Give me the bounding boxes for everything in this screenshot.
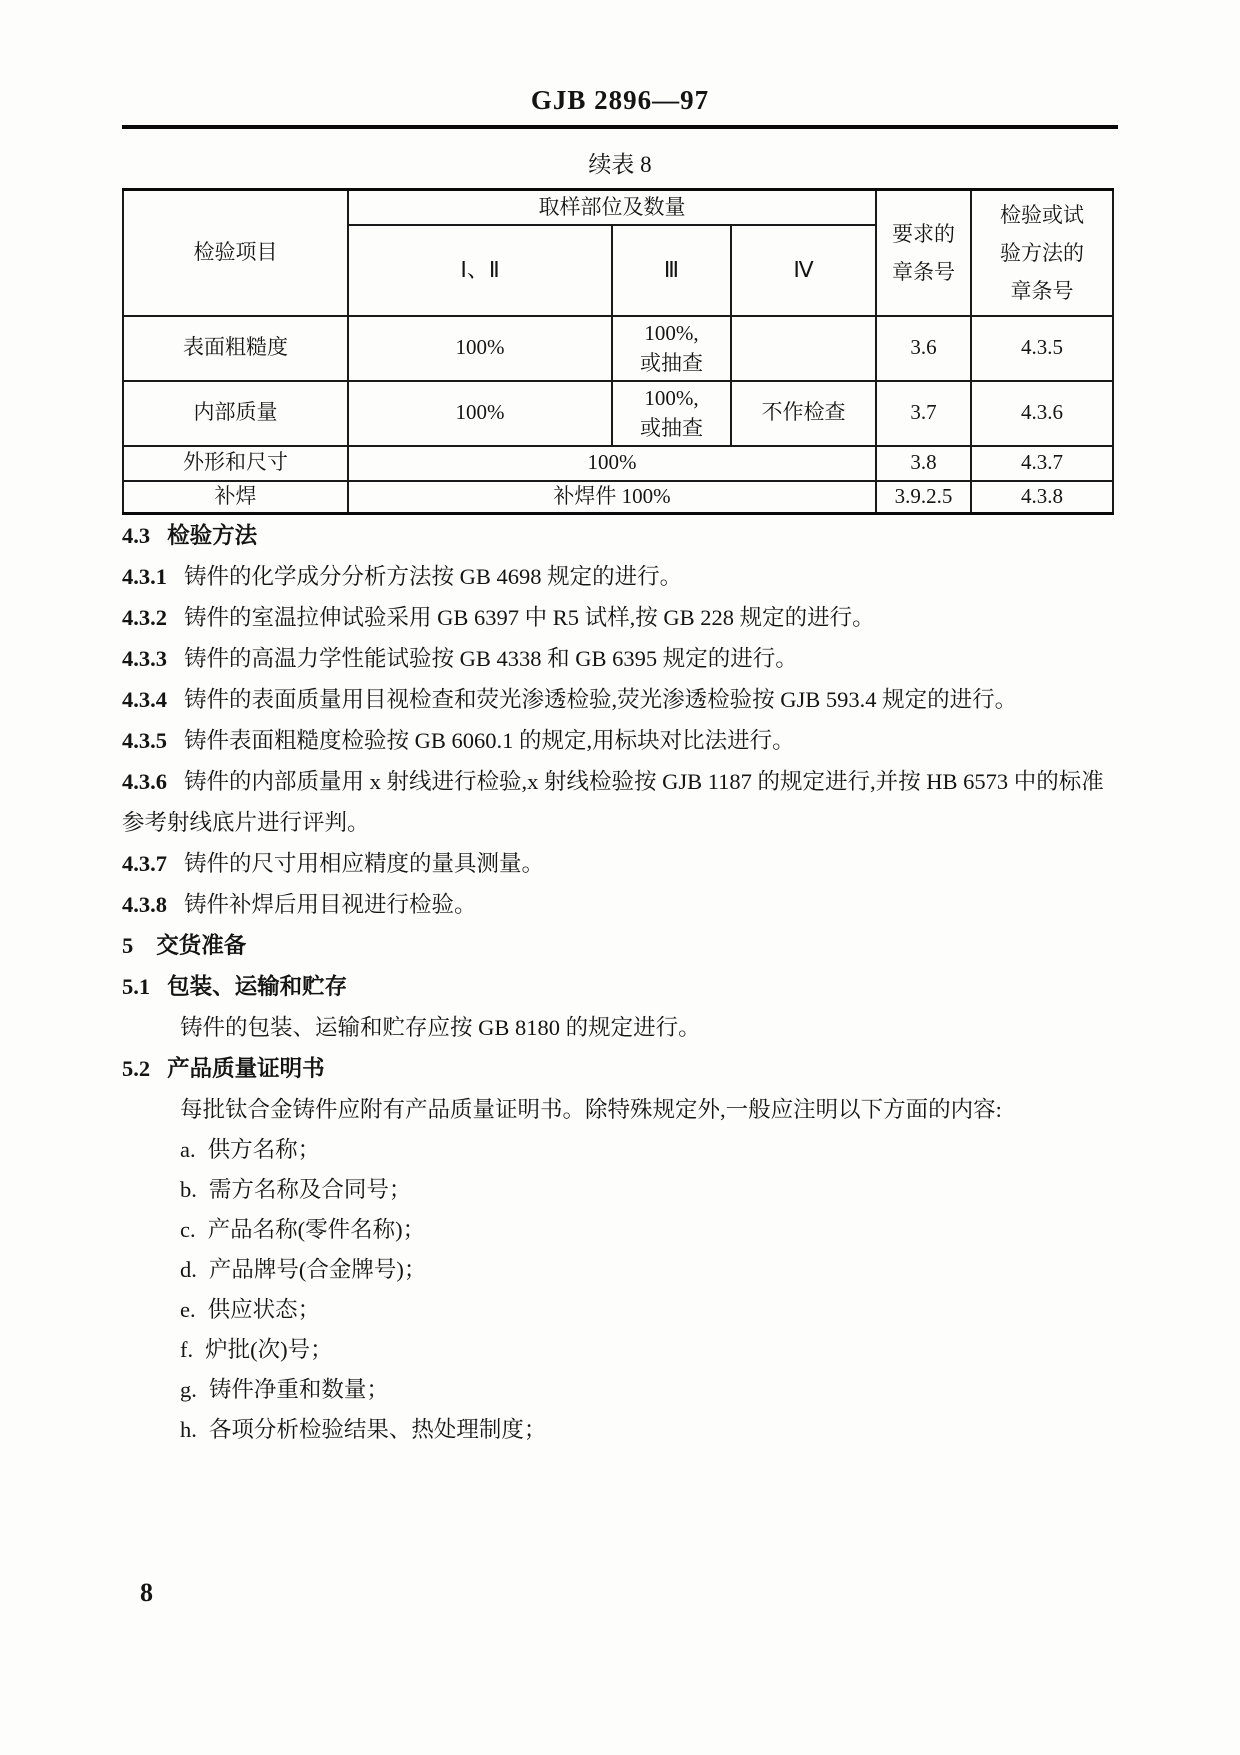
clause-number: 4.3.4 xyxy=(122,687,167,712)
cell-class-3-line2: 或抽查 xyxy=(640,416,703,440)
cell-class-3-line1: 100%, xyxy=(644,321,699,345)
section-heading-5-2 xyxy=(122,1048,1118,1089)
cell-method-clause: 4.3.7 xyxy=(971,446,1113,481)
clause-number: 4.3.6 xyxy=(122,769,167,794)
cell-required-clause: 3.7 xyxy=(876,381,971,446)
clause-number: 4.3.2 xyxy=(122,605,167,630)
list-item xyxy=(122,1130,1118,1170)
clause-text: 铸件的室温拉伸试验采用 GB 6397 中 R5 试样,按 GB 228 规定的进行。 xyxy=(184,605,875,630)
list-item xyxy=(122,1170,1118,1210)
table-row xyxy=(123,446,1113,481)
th-class-1-2: Ⅰ、Ⅱ xyxy=(348,225,612,316)
chapter-title: 交货准备 xyxy=(156,933,247,958)
cell-item: 补焊 xyxy=(123,481,348,514)
certificate-item-list xyxy=(122,1130,1118,1450)
clause-number: 4.3.8 xyxy=(122,892,167,917)
cell-class-4 xyxy=(731,316,876,381)
cell-required-clause: 3.9.2.5 xyxy=(876,481,971,514)
cell-item: 内部质量 xyxy=(123,381,348,446)
clause-4-3-4 xyxy=(122,679,1118,720)
list-text: 炉批(次)号； xyxy=(205,1337,333,1362)
section-title: 检验方法 xyxy=(167,523,258,548)
section-title: 包装、运输和贮存 xyxy=(167,974,348,999)
cell-class-1-2: 100% xyxy=(348,316,612,381)
cell-class-3-line1: 100%, xyxy=(644,386,699,410)
cell-item: 外形和尺寸 xyxy=(123,446,348,481)
cell-class-3 xyxy=(612,381,731,446)
list-text: 各项分析检验结果、热处理制度； xyxy=(208,1417,547,1442)
list-item xyxy=(122,1290,1118,1330)
cell-class-4: 不作检查 xyxy=(731,381,876,446)
clause-text: 铸件的尺寸用相应精度的量具测量。 xyxy=(184,851,545,876)
clause-text: 铸件表面粗糙度检验按 GB 6060.1 的规定,用标块对比法进行。 xyxy=(184,728,795,753)
list-text: 供应状态； xyxy=(207,1297,321,1322)
list-marker: g. xyxy=(180,1377,197,1402)
clause-number: 4.3.3 xyxy=(122,646,167,671)
clause-text: 铸件的表面质量用目视检查和荧光渗透检验,荧光渗透检验按 GJB 593.4 规定的进行。 xyxy=(184,687,1018,712)
list-item xyxy=(122,1410,1118,1450)
cell-sampling-merged: 补焊件 100% xyxy=(348,481,876,514)
list-text: 产品名称(零件名称)； xyxy=(207,1217,426,1242)
section-heading-4-3 xyxy=(122,515,1118,556)
clause-number: 4.3.5 xyxy=(122,728,167,753)
clause-4-3-5 xyxy=(122,720,1118,761)
th-required-clause-text: 要求的章条号 xyxy=(892,221,956,284)
list-marker: a. xyxy=(180,1137,196,1162)
table-row xyxy=(123,316,1113,381)
clause-4-3-6 xyxy=(122,761,1118,843)
table-header-row-1 xyxy=(123,190,1113,225)
page-number: 8 xyxy=(140,1578,153,1607)
section-title: 产品质量证明书 xyxy=(167,1056,325,1081)
clause-text: 铸件的内部质量用 x 射线进行检验,x 射线检验按 GJB 1187 的规定进行,并按 HB 6573 中的标准参考射线底片进行评判。 xyxy=(122,769,1104,835)
cell-method-clause: 4.3.6 xyxy=(971,381,1113,446)
cell-class-1-2: 100% xyxy=(348,381,612,446)
chapter-heading-5 xyxy=(122,925,1118,966)
paragraph-5-2: 每批钛合金铸件应附有产品质量证明书。除特殊规定外,一般应注明以下方面的内容: xyxy=(180,1097,1002,1122)
cell-required-clause: 3.8 xyxy=(876,446,971,481)
chapter-number: 5 xyxy=(122,933,134,958)
table-caption: 续表 8 xyxy=(588,152,652,177)
table-row xyxy=(123,381,1113,446)
list-item xyxy=(122,1250,1118,1290)
clause-number: 4.3.7 xyxy=(122,851,167,876)
th-inspection-item: 检验项目 xyxy=(123,190,348,316)
list-marker: c. xyxy=(180,1217,196,1242)
list-marker: b. xyxy=(180,1177,197,1202)
clause-4-3-7 xyxy=(122,843,1118,884)
cell-sampling-merged: 100% xyxy=(348,446,876,481)
list-item xyxy=(122,1210,1118,1250)
clause-text: 铸件补焊后用目视进行检验。 xyxy=(184,892,477,917)
th-method-clause-text: 检验或试验方法的章条号 xyxy=(1000,202,1085,303)
paragraph-5-1: 铸件的包装、运输和贮存应按 GB 8180 的规定进行。 xyxy=(180,1015,701,1040)
list-item xyxy=(122,1370,1118,1410)
cell-method-clause: 4.3.8 xyxy=(971,481,1113,514)
clause-text: 铸件的化学成分分析方法按 GB 4698 规定的进行。 xyxy=(184,564,683,589)
header-rule xyxy=(122,125,1118,129)
th-required-clause xyxy=(876,190,971,316)
cell-item: 表面粗糙度 xyxy=(123,316,348,381)
clause-4-3-2 xyxy=(122,597,1118,638)
cell-required-clause: 3.6 xyxy=(876,316,971,381)
clause-number: 4.3.1 xyxy=(122,564,167,589)
list-text: 产品牌号(合金牌号)； xyxy=(208,1257,427,1282)
doc-code: GJB 2896—97 xyxy=(530,85,710,115)
body-sections xyxy=(122,515,1118,1450)
inspection-table xyxy=(122,188,1114,515)
clause-4-3-8 xyxy=(122,884,1118,925)
section-number: 4.3 xyxy=(122,523,151,548)
clause-4-3-1 xyxy=(122,556,1118,597)
list-text: 需方名称及合同号； xyxy=(208,1177,412,1202)
th-method-clause xyxy=(971,190,1113,316)
th-class-3: Ⅲ xyxy=(612,225,731,316)
clause-text: 铸件的高温力学性能试验按 GB 4338 和 GB 6395 规定的进行。 xyxy=(184,646,798,671)
section-number: 5.1 xyxy=(122,974,151,999)
clause-4-3-3 xyxy=(122,638,1118,679)
th-sampling-group: 取样部位及数量 xyxy=(348,190,876,225)
list-text: 供方名称； xyxy=(207,1137,321,1162)
table-row xyxy=(123,481,1113,514)
cell-method-clause: 4.3.5 xyxy=(971,316,1113,381)
cell-class-3-line2: 或抽查 xyxy=(640,351,703,375)
section-heading-5-1 xyxy=(122,966,1118,1007)
list-marker: d. xyxy=(180,1257,197,1282)
list-item xyxy=(122,1330,1118,1370)
th-class-4: Ⅳ xyxy=(731,225,876,316)
page-content xyxy=(122,0,1118,1450)
cell-class-3 xyxy=(612,316,731,381)
list-text: 铸件净重和数量； xyxy=(208,1377,389,1402)
section-number: 5.2 xyxy=(122,1056,151,1081)
list-marker: e. xyxy=(180,1297,196,1322)
list-marker: h. xyxy=(180,1417,197,1442)
list-marker: f. xyxy=(180,1337,194,1362)
